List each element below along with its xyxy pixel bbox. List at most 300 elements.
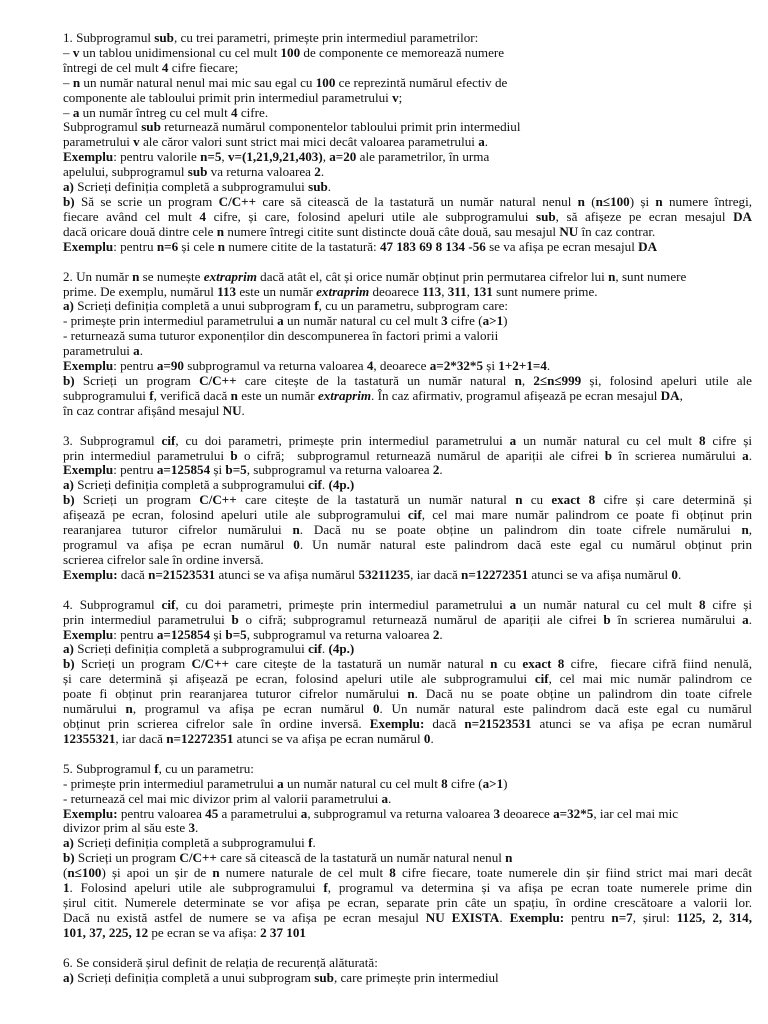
emphasis-text: f (314, 299, 319, 314)
body-text: parametrului (63, 135, 134, 150)
body-text: Scrieți un program (74, 493, 200, 508)
body-text: componente ale tabloului primit prin intermediul parametrului (63, 90, 393, 105)
text-line (63, 762, 752, 777)
body-text: : pentru (113, 359, 157, 374)
emphasis-text: DA (638, 239, 658, 254)
body-text: cifre fiecare; (168, 60, 239, 75)
body-text: cu (497, 657, 523, 672)
emphasis-text: n (407, 687, 415, 702)
emphasis-text: a) (63, 299, 74, 314)
body-text: , sunt numere (615, 269, 687, 284)
problem-5 (63, 762, 752, 941)
body-text: . (320, 165, 325, 180)
emphasis-text: 2 (314, 165, 321, 180)
text-line (63, 687, 752, 702)
body-text: și (483, 359, 499, 374)
body-text: a parametrului (218, 806, 301, 821)
text-line (63, 553, 752, 568)
emphasis-text: n (577, 194, 585, 209)
emphasis-text: 2≤n≤999 (533, 373, 582, 388)
body-text: ( (584, 194, 596, 209)
body-text: . Un număr natural este palindrom dacă este egal cu numărul obținut prin (299, 538, 752, 552)
emphasis-text: n=12272351 (461, 567, 529, 582)
body-text: dacă atât el, cât și orice număr obținut prin permutarea cifrelor lui (256, 269, 609, 284)
body-text: – (63, 105, 73, 120)
emphasis-text: b) (63, 493, 75, 508)
body-text: , cel mai mare număr palindrom ce poate fi obținut prin (421, 508, 752, 523)
text-line (63, 851, 752, 866)
emphasis-text: n=12272351 (166, 731, 234, 746)
emphasis-text: v=(1,21,9,21,403) (227, 150, 323, 165)
emphasis-text: n=5 (200, 150, 222, 165)
emphasis-text: a=2*32*5 (429, 359, 484, 374)
body-text: este un număr (237, 388, 318, 403)
emphasis-text: f (149, 388, 154, 403)
text-line (63, 46, 752, 61)
emphasis-text: 0 (293, 538, 300, 552)
emphasis-text: b=5 (225, 463, 247, 478)
body-text: ale parametrilor, în urma (356, 150, 490, 165)
emphasis-text: a>1 (482, 314, 504, 329)
body-text: – (63, 75, 73, 90)
body-text: și (210, 627, 226, 642)
emphasis-text: 8 (698, 597, 706, 612)
emphasis-text: 12355321 (63, 731, 116, 746)
text-line (63, 926, 752, 941)
emphasis-text: C/C++ (199, 373, 237, 388)
body-text: numere întregi citite sunt distincte două câte două, sau mesajul (224, 224, 560, 239)
text-line (63, 240, 752, 255)
body-text: , (322, 150, 330, 165)
emphasis-text: cif (161, 597, 176, 612)
body-text: un tablou unidimensional cu cel mult (79, 45, 281, 60)
emphasis-text: b) (63, 194, 75, 209)
emphasis-text: 113 (422, 284, 442, 299)
body-text: programul va afișa pe ecran numărul (63, 538, 294, 552)
text-line (63, 821, 752, 836)
body-text: Scrieți un program (74, 373, 200, 388)
text-line (63, 91, 752, 106)
text-line (63, 120, 752, 135)
emphasis-text: Exemplu: (63, 806, 118, 821)
body-text: care citește de la tastatură un număr natural (236, 493, 516, 508)
body-text: . (439, 463, 443, 478)
body-text: , șirul: (632, 910, 677, 925)
body-text: . (312, 836, 316, 851)
text-line (63, 61, 752, 76)
emphasis-text: 47 183 69 8 134 -56 (379, 239, 486, 254)
text-line (63, 449, 752, 464)
emphasis-text: extraprim (203, 269, 257, 284)
emphasis-text: 53211235 (358, 567, 411, 582)
body-text: ) și apoi un șir de (101, 866, 213, 881)
body-text: cu (522, 493, 552, 508)
emphasis-text: v (392, 90, 399, 105)
body-text: cifre și (705, 433, 752, 448)
body-text: returnează numărul componentelor tabloului primit prin intermediul (160, 120, 521, 135)
body-text: un număr natural cu cel mult (516, 597, 699, 612)
body-text: . În caz afirmativ, programul afișează pe ecran mesajul (371, 388, 661, 403)
body-text: și cele (178, 239, 218, 254)
body-text: , programul va determina și va afișa pe ecran toate numerele prime din (327, 881, 752, 896)
text-line (63, 568, 752, 583)
text-line (63, 31, 752, 46)
emphasis-text: Exemplu: (369, 716, 425, 731)
body-text: ) și (629, 194, 656, 209)
text-line (63, 628, 752, 643)
text-line (63, 613, 752, 628)
body-text: care să citească de la tastatură un număr natural nenul (256, 194, 578, 209)
body-text: : pentru (113, 463, 157, 478)
body-text: în caz contrar. (578, 224, 656, 239)
body-text: , cu trei parametri, primește prin intermediul parametrilor: (173, 31, 479, 45)
text-line (63, 523, 752, 538)
emphasis-text: 0 (423, 731, 431, 746)
emphasis-text: cif (308, 642, 322, 657)
body-text: , (748, 523, 752, 538)
body-text: prin intermediul parametrului (63, 612, 232, 627)
emphasis-text: 4 (199, 209, 206, 224)
body-text: atunci se va afișa numărul (215, 567, 359, 582)
emphasis-text: NU (559, 224, 579, 239)
body-text: Scrieți definiția completă a subprogramului (73, 642, 309, 657)
emphasis-text: 101, 37, 225, 12 (63, 925, 149, 940)
text-line (63, 672, 752, 687)
text-line (63, 881, 752, 896)
body-text: subprogramul va returna valoarea (183, 359, 367, 374)
body-text: , deoarece (373, 359, 430, 374)
emphasis-text: n (505, 851, 513, 866)
body-text: cifre și care determină și (595, 493, 752, 508)
body-text: un număr întreg cu cel mult (79, 105, 232, 120)
body-text: . (241, 403, 245, 418)
text-line (63, 508, 752, 523)
body-text: , programul va afișa pe ecran numărul (132, 702, 373, 717)
body-text: Scrieți definiția completă a unui subprogram (73, 970, 315, 985)
body-text: , cu un parametru, subprogram care: (318, 299, 509, 314)
body-text: și, folosind apeluri utile ale (581, 373, 752, 388)
emphasis-text: n (216, 224, 225, 239)
body-text: , subprogramul va returna valoarea (246, 463, 433, 478)
text-line (63, 434, 752, 449)
body-text: Să se scrie un program (74, 194, 219, 209)
emphasis-text: 131 (473, 284, 493, 299)
emphasis-text: n (514, 373, 522, 388)
text-line (63, 896, 752, 911)
emphasis-text: sub (314, 970, 334, 985)
text-line (63, 314, 752, 329)
body-text: un număr natural cu cel mult (283, 314, 442, 329)
emphasis-text: sub (154, 31, 174, 45)
body-text: , (521, 373, 534, 388)
text-line (63, 971, 752, 986)
body-text: . Dacă nu se poate obține un palindrom din toate cifrele numărului (299, 523, 742, 538)
body-text: Scrieți definiția completă a subprogramului (73, 180, 309, 195)
body-text: pentru (564, 910, 612, 925)
text-line (63, 598, 752, 613)
body-text: , cu doi parametri, primește prin intermediul parametrului (175, 597, 510, 612)
emphasis-text: a=125854 (156, 627, 211, 642)
body-text: în scrierea numărului (612, 448, 743, 463)
body-text: . (499, 910, 510, 925)
body-text: . (484, 135, 489, 150)
emphasis-text: sub (187, 165, 208, 180)
emphasis-text: Exemplu (63, 627, 114, 642)
text-line (63, 299, 752, 314)
body-text: . (195, 821, 199, 836)
body-text: în scrierea numărului (610, 612, 743, 627)
emphasis-text: 3 (188, 821, 195, 836)
emphasis-text: 1 (63, 881, 70, 896)
emphasis-text: 0 (373, 702, 380, 717)
text-line (63, 165, 752, 180)
body-text: , cu doi parametri, primește prin intermediul parametrului (175, 433, 510, 448)
emphasis-text: b (603, 612, 611, 627)
emphasis-text: a) (63, 970, 74, 985)
body-text: - returnează cel mai mic divizor prim al valorii parametrului (63, 791, 382, 806)
emphasis-text: NU (222, 403, 242, 418)
emphasis-text: cif (534, 672, 549, 687)
text-line (63, 792, 752, 807)
body-text: apelului, subprogramul (63, 165, 188, 180)
body-text: - primește prin intermediul parametrului (63, 314, 278, 329)
emphasis-text: a (381, 791, 389, 806)
body-text: cifre. (237, 105, 269, 120)
body-text: cifre, și care, folosind apeluri utile ale subprogramului (206, 209, 536, 224)
emphasis-text: n (608, 269, 616, 284)
body-text: atunci se va afișa pe ecran numărul (531, 716, 752, 731)
text-line (63, 732, 752, 747)
emphasis-text: Exemplu (63, 239, 114, 254)
body-text: prin intermediul parametrului (63, 448, 231, 463)
body-text: , iar dacă (410, 567, 462, 582)
emphasis-text: Exemplu: (63, 567, 118, 582)
body-text: subprogramului (63, 388, 150, 403)
body-text: Subprogramul (63, 120, 142, 135)
body-text: poate fi obținut prin rearanjarea tuturor cifrelor numărului (63, 687, 408, 702)
emphasis-text: 113 (217, 284, 237, 299)
body-text: rearanjarea tuturor cifrelor numărului (63, 523, 293, 538)
emphasis-text: n (292, 523, 300, 538)
emphasis-text: 2 37 101 (260, 925, 306, 940)
text-line (63, 807, 752, 822)
body-text: sunt numere prime. (492, 284, 598, 299)
body-text: atunci se va afișa numărul (528, 567, 672, 582)
emphasis-text: a (742, 448, 749, 463)
text-line (63, 374, 752, 389)
body-text: 3. Subprogramul (63, 433, 162, 448)
emphasis-text: cif (161, 433, 176, 448)
body-text: : pentru (113, 239, 157, 254)
body-text: un număr natural cu cel mult (516, 433, 699, 448)
body-text: numere citite de la tastatură: (225, 239, 380, 254)
emphasis-text: DA (733, 209, 752, 224)
body-text: ; (398, 90, 403, 105)
body-text: care citește de la tastatură un număr natural (236, 373, 515, 388)
text-line (63, 135, 752, 150)
emphasis-text: 8 (698, 433, 706, 448)
emphasis-text: n (72, 75, 81, 90)
emphasis-text: exact 8 (522, 657, 565, 672)
body-text: . Un număr natural este palindrom dacă este egal cu numărul (379, 702, 752, 717)
emphasis-text: f (308, 836, 313, 851)
emphasis-text: n=21523531 (464, 716, 532, 731)
emphasis-text: a=125854 (156, 463, 211, 478)
emphasis-text: a>1 (482, 776, 504, 791)
body-text: . (748, 448, 752, 463)
body-text: . (439, 627, 443, 642)
body-text: 1. Subprogramul (63, 31, 155, 45)
emphasis-text: n (490, 657, 498, 672)
emphasis-text: b (604, 448, 613, 463)
emphasis-text: (4p.) (328, 642, 355, 657)
emphasis-text: v (72, 45, 80, 60)
emphasis-text: b=5 (225, 627, 247, 642)
emphasis-text: a (277, 314, 284, 329)
emphasis-text: n (212, 866, 220, 881)
body-text: ) (503, 314, 508, 329)
body-text: obținut prin scrierea cifrelor sale în ordine inversă. (63, 716, 370, 731)
emphasis-text: b) (63, 373, 75, 388)
text-line (63, 389, 752, 404)
body-text: Scrieți definiția completă a subprogramului (73, 836, 309, 851)
body-text: : pentru valorile (113, 150, 201, 165)
emphasis-text: a) (63, 836, 74, 851)
text-line (63, 836, 752, 851)
emphasis-text: a) (63, 478, 74, 493)
emphasis-text: 1125, 2, 314, (676, 910, 752, 925)
emphasis-text: n=21523531 (148, 567, 216, 582)
body-text: dacă (117, 567, 149, 582)
body-text: 4. Subprogramul (63, 597, 162, 612)
emphasis-text: n≤100 (67, 866, 102, 881)
body-text: va returna valoarea (207, 165, 315, 180)
body-text: o cifră; subprogramul returnează numărul de apariții ale cifrei (237, 448, 605, 463)
body-text: , iar dacă (115, 731, 167, 746)
text-line (63, 285, 752, 300)
emphasis-text: n (230, 388, 238, 403)
body-text: deoarece (500, 806, 554, 821)
problem-3 (63, 434, 752, 583)
emphasis-text: NU EXISTA (425, 910, 500, 925)
text-line (63, 702, 752, 717)
problem-6 (63, 956, 752, 986)
body-text: Scrieți definiția completă a subprogramului (73, 478, 309, 493)
text-line (63, 270, 752, 285)
body-text: , cu un parametru: (158, 761, 254, 776)
body-text: , (466, 284, 474, 299)
text-line (63, 777, 752, 792)
body-text: și care determină și afișează pe ecran, folosind apeluri utile ale subprogramului (63, 672, 535, 687)
body-text: : pentru (113, 627, 157, 642)
emphasis-text: n=6 (156, 239, 179, 254)
text-line (63, 180, 752, 195)
emphasis-text: C/C++ (218, 194, 257, 209)
emphasis-text: Exemplu (63, 150, 114, 165)
text-line (63, 106, 752, 121)
body-text: un număr natural nenul mai mic sau egal cu (80, 75, 316, 90)
emphasis-text: Exemplu (63, 359, 114, 374)
body-text: , subprogramul va returna valoarea (246, 627, 433, 642)
emphasis-text: 311 (447, 284, 467, 299)
text-line (63, 642, 752, 657)
text-line (63, 76, 752, 91)
body-text: parametrului (63, 344, 134, 359)
text-line (63, 150, 752, 165)
emphasis-text: 4 (366, 359, 374, 374)
body-text: cifre fiecare, toate numerele din șir fiind strict mai mari decât (395, 866, 752, 881)
body-text: pentru valoarea (117, 806, 206, 821)
body-text: Dacă nu există astfel de numere se va afișa pe ecran mesajul (63, 910, 426, 925)
emphasis-text: 2 (432, 463, 440, 478)
emphasis-text: sub (535, 209, 556, 224)
emphasis-text: C/C++ (179, 851, 217, 866)
emphasis-text: a (742, 612, 749, 627)
emphasis-text: a (300, 806, 308, 821)
body-text: - primește prin intermediul parametrului (63, 776, 278, 791)
body-text: 5. Subprogramul (63, 761, 155, 776)
emphasis-text: v (133, 135, 140, 150)
emphasis-text: n (132, 269, 140, 284)
emphasis-text: 8 (389, 866, 396, 881)
emphasis-text: extraprim (316, 284, 370, 299)
body-text: . (430, 731, 434, 746)
text-line (63, 463, 752, 478)
body-text: , (679, 388, 683, 403)
text-line (63, 493, 752, 508)
body-text: 2. Un număr (63, 269, 133, 284)
emphasis-text: a (277, 776, 284, 791)
body-text: dacă oricare două dintre cele (63, 224, 217, 239)
text-line (63, 538, 752, 553)
emphasis-text: DA (660, 388, 680, 403)
emphasis-text: 3 (441, 314, 448, 329)
emphasis-text: a=90 (156, 359, 184, 374)
problem-2 (63, 270, 752, 419)
emphasis-text: C/C++ (199, 493, 237, 508)
body-text: numere naturale de cel mult (219, 866, 390, 881)
body-text: . (321, 478, 329, 493)
body-text: prime. De exemplu, numărul (63, 284, 218, 299)
body-text: se va afișa pe ecran mesajul (485, 239, 639, 254)
body-text: scrierea cifrelor sale în ordine inversă. (63, 552, 264, 567)
body-text: fiecare având cel mult (63, 209, 200, 224)
body-text: este un număr (236, 284, 317, 299)
text-line (63, 717, 752, 732)
text-line (63, 657, 752, 672)
body-text: Scrieți un program (74, 851, 180, 866)
emphasis-text: sub (141, 120, 161, 135)
emphasis-text: 100 (315, 75, 336, 90)
emphasis-text: a (133, 344, 140, 359)
body-text: . (321, 642, 329, 657)
body-text: de componente ce memorează numere (300, 45, 505, 60)
emphasis-text: a (478, 135, 485, 150)
emphasis-text: a) (63, 180, 74, 195)
text-line (63, 478, 752, 493)
text-line (63, 359, 752, 374)
body-text: , să afișeze pe ecran mesajul (555, 209, 734, 224)
problem-1 (63, 31, 752, 255)
emphasis-text: n=7 (611, 910, 633, 925)
body-text: . (748, 612, 752, 627)
emphasis-text: Exemplu: (509, 910, 565, 925)
body-text: Scrieți definiția completă a unui subprogram (73, 299, 315, 314)
emphasis-text: a (509, 597, 517, 612)
emphasis-text: n (655, 194, 663, 209)
body-text: un număr natural cu cel mult (283, 776, 442, 791)
emphasis-text: 45 (205, 806, 219, 821)
